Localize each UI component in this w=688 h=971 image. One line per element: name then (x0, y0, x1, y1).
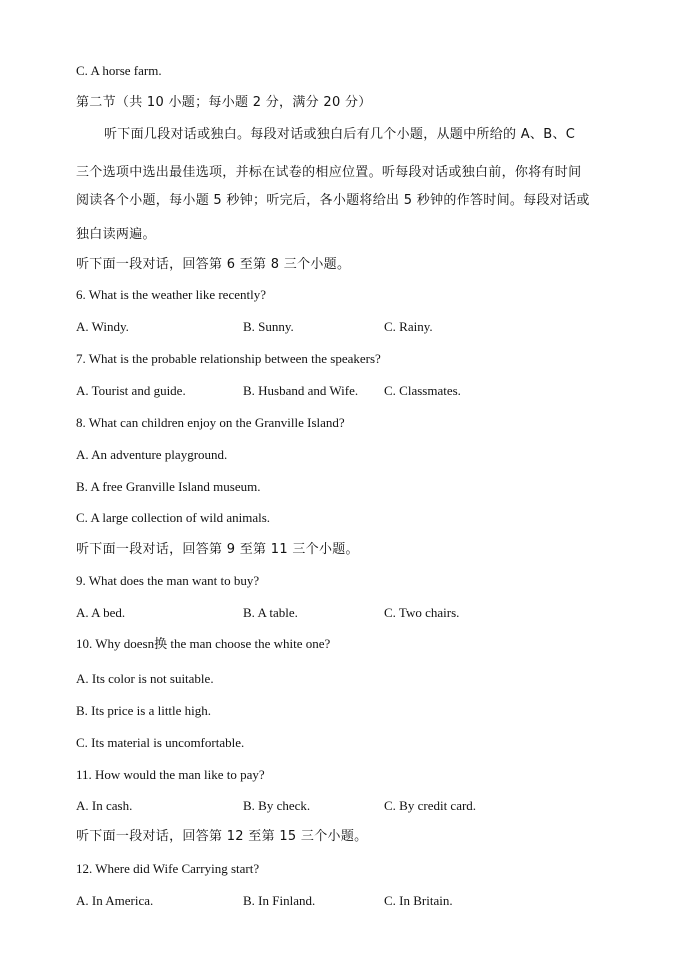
question-10-option-c: C. Its material is uncomfortable. (76, 735, 245, 750)
question-11-option-c: C. By credit card. (384, 798, 477, 813)
question-7-option-c: C. Classmates. (384, 383, 461, 398)
option-c-horse-farm: C. A horse farm. (76, 63, 162, 78)
question-6: 6. What is the weather like recently? (76, 287, 266, 302)
question-10-option-b: B. Its price is a little high. (76, 703, 212, 718)
question-6-option-a: A. Windy. (76, 319, 129, 334)
question-11: 11. How would the man like to pay? (76, 767, 265, 782)
instructions-line-2: 三个选项中选出最佳选项，并标在试卷的相应位置。听每段对话或独白前，你将有时间 (76, 165, 582, 180)
question-7: 7. What is the probable relationship between the speakers? (76, 351, 381, 366)
question-6-option-c: C. Rainy. (384, 319, 433, 334)
question-9-option-c: C. Two chairs. (384, 605, 460, 620)
question-12-option-b: B. In Finland. (243, 893, 316, 908)
question-9-option-b: B. A table. (243, 605, 298, 620)
instructions-line-4: 独白读两遍。 (76, 227, 156, 242)
dialogue-instruction-6-8: 听下面一段对话，回答第 6 至第 8 三个小题。 (76, 257, 351, 272)
question-7-option-b: B. Husband and Wife. (243, 383, 359, 398)
section-two-heading: 第二节（共 10 小题；每小题 2 分，满分 20 分） (76, 95, 372, 110)
question-10-option-a: A. Its color is not suitable. (76, 671, 214, 686)
question-12: 12. Where did Wife Carrying start? (76, 861, 260, 876)
instructions-line-1: 听下面几段对话或独白。每段对话或独白后有几个小题，从题中所给的 A、B、C (104, 127, 576, 142)
question-10: 10. Why doesn换 the man choose the white one? (76, 636, 331, 651)
question-9-option-a: A. A bed. (76, 605, 126, 620)
instructions-line-3: 阅读各个小题，每小题 5 秒钟；听完后，各小题将给出 5 秒钟的作答时间。每段对话或 (76, 193, 590, 208)
dialogue-instruction-12-15: 听下面一段对话，回答第 12 至第 15 三个小题。 (76, 829, 368, 844)
question-6-option-b: B. Sunny. (243, 319, 294, 334)
question-11-option-b: B. By check. (243, 798, 311, 813)
question-9: 9. What does the man want to buy? (76, 573, 260, 588)
question-8-option-b: B. A free Granville Island museum. (76, 479, 261, 494)
question-8-option-a: A. An adventure playground. (76, 447, 228, 462)
question-12-option-c: C. In Britain. (384, 893, 453, 908)
question-12-option-a: A. In America. (76, 893, 154, 908)
dialogue-instruction-9-11: 听下面一段对话，回答第 9 至第 11 三个小题。 (76, 542, 359, 557)
question-7-option-a: A. Tourist and guide. (76, 383, 186, 398)
question-8: 8. What can children enjoy on the Granville Island? (76, 415, 345, 430)
question-11-option-a: A. In cash. (76, 798, 133, 813)
question-8-option-c: C. A large collection of wild animals. (76, 510, 271, 525)
